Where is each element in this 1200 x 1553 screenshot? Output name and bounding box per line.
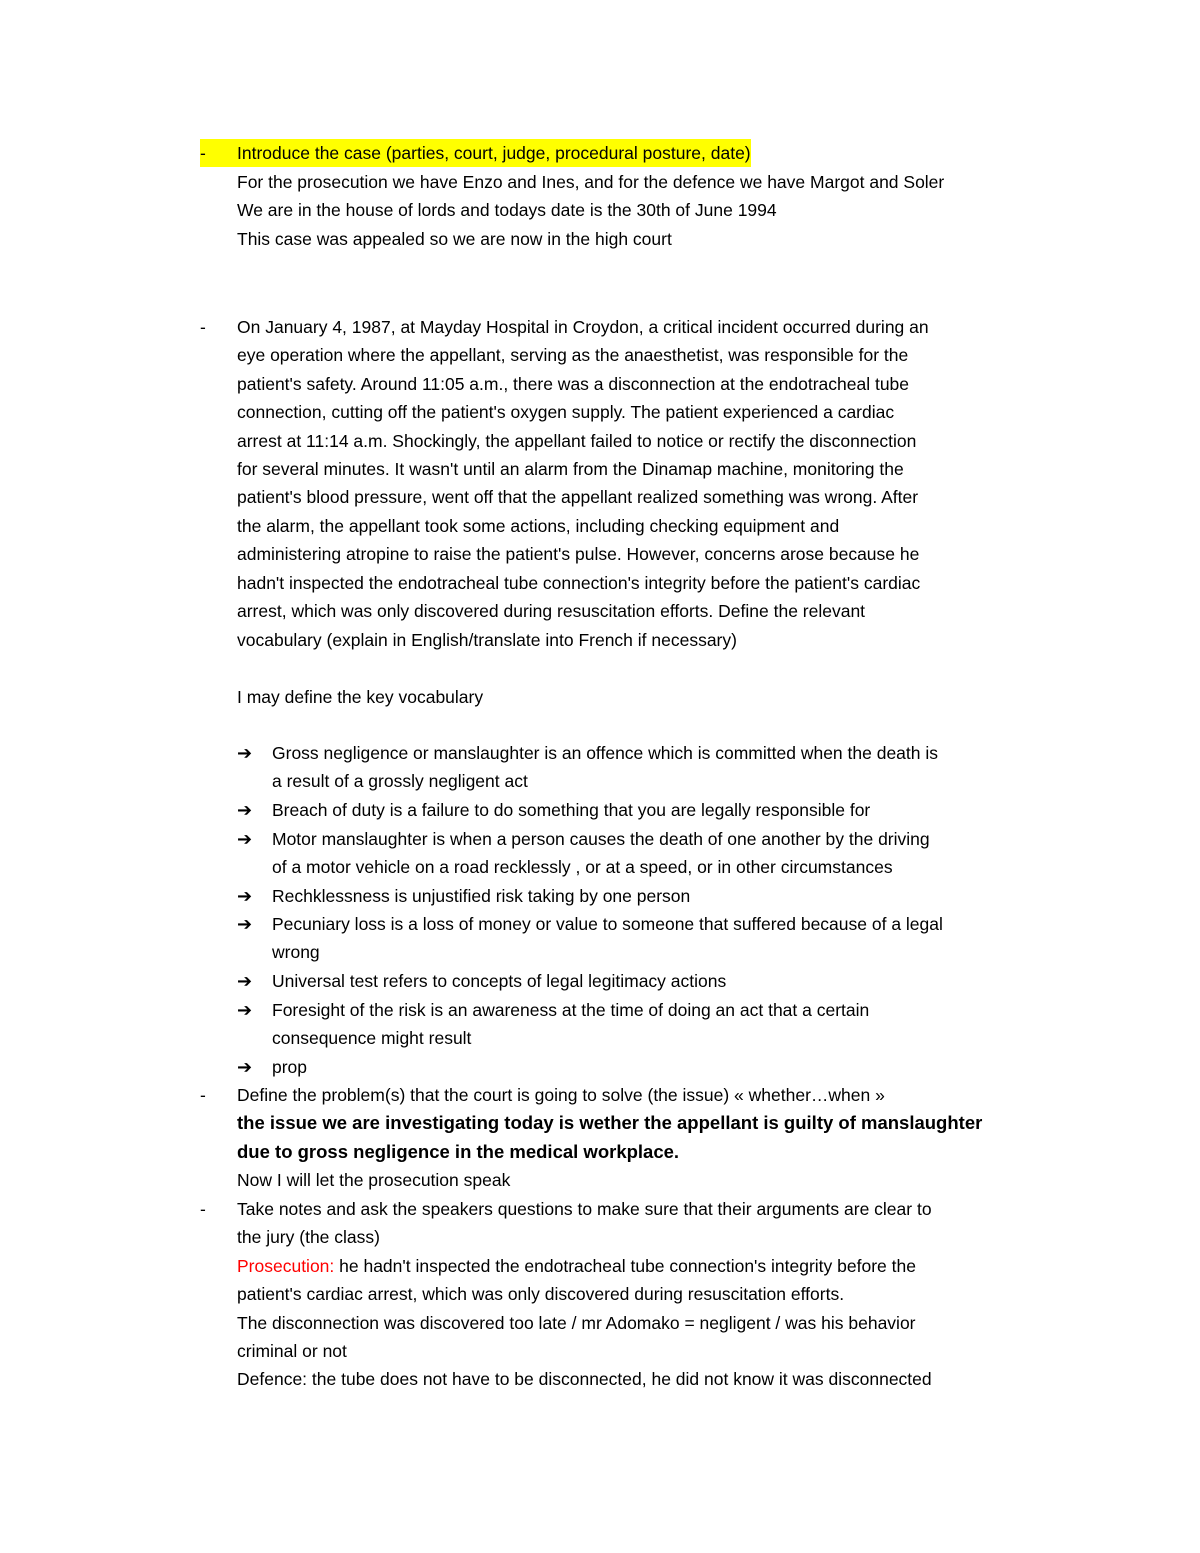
facts-line: eye operation where the appellant, serving as the anaesthetist, was responsible for the <box>237 345 909 365</box>
intro-line: We are in the house of lords and todays date is the 30th of June 1994 <box>237 200 777 220</box>
bullet-dash: - <box>200 317 206 337</box>
vocab-item: Gross negligence or manslaughter is an offence which is committed when the death is <box>272 743 939 763</box>
vocab-item: Universal test refers to concepts of legal legitimacy actions <box>272 971 727 991</box>
issue-statement: the issue we are investigating today is wether the appellant is guilty of manslaughter <box>237 1112 983 1133</box>
prosecution-text: patient's cardiac arrest, which was only discovered during resuscitation efforts. <box>237 1284 845 1304</box>
vocab-item: Foresight of the risk is an awareness at the time of doing an act that a certain <box>272 1000 870 1020</box>
facts-line: arrest, which was only discovered during resuscitation efforts. Define the relevant <box>237 601 866 621</box>
facts-line: On January 4, 1987, at Mayday Hospital in Croydon, a critical incident occurred during an <box>237 317 929 337</box>
vocab-item: a result of a grossly negligent act <box>272 771 528 791</box>
facts-line: arrest at 11:14 a.m. Shockingly, the appellant failed to notice or rectify the disconnection <box>237 431 917 451</box>
facts-line: for several minutes. It wasn't until an alarm from the Dinamap machine, monitoring the <box>237 459 904 479</box>
facts-line: administering atropine to raise the patient's pulse. However, concerns arose because he <box>237 544 920 564</box>
prosecution-label: Prosecution: <box>237 1256 335 1276</box>
defence-line: Defence: the tube does not have to be disconnected, he did not know it was disconnected <box>237 1369 932 1389</box>
arrow-bullet-icon: ➔ <box>237 914 253 934</box>
facts-line: patient's blood pressure, went off that the appellant realized something was wrong. After <box>237 487 919 507</box>
vocab-item: of a motor vehicle on a road recklessly , or at a speed, or in other circumstances <box>272 857 893 877</box>
vocab-item: Pecuniary loss is a loss of money or value to someone that suffered because of a legal <box>272 914 943 934</box>
prosecution-line <box>237 1252 916 1280</box>
arrow-bullet-icon: ➔ <box>237 743 253 763</box>
vocab-item: Rechklessness is unjustified risk taking by one person <box>272 886 691 906</box>
bullet-dash: - <box>200 1199 206 1219</box>
vocab-item: prop <box>272 1057 308 1077</box>
arrow-bullet-icon: ➔ <box>237 886 253 906</box>
issue-heading: Define the problem(s) that the court is going to solve (the issue) « whether…when » <box>237 1085 885 1105</box>
vocab-item: consequence might result <box>272 1028 472 1048</box>
facts-line: vocabulary (explain in English/translate into French if necessary) <box>237 630 737 650</box>
disconnection-line: The disconnection was discovered too late / mr Adomako = negligent / was his behavior <box>237 1313 916 1333</box>
disconnection-line: criminal or not <box>237 1341 347 1361</box>
facts-line: patient's safety. Around 11:05 a.m., there was a disconnection at the endotracheal tube <box>237 374 910 394</box>
facts-line: hadn't inspected the endotracheal tube connection's integrity before the patient's cardiac <box>237 573 921 593</box>
vocab-item: Breach of duty is a failure to do something that you are legally responsible for <box>272 800 871 820</box>
issue-statement: due to gross negligence in the medical workplace. <box>237 1141 680 1162</box>
arrow-bullet-icon: ➔ <box>237 1000 253 1020</box>
vocab-item: Motor manslaughter is when a person causes the death of one another by the driving <box>272 829 930 849</box>
intro-line: For the prosecution we have Enzo and Ines, and for the defence we have Margot and Soler <box>237 172 945 192</box>
vocab-item: wrong <box>272 942 320 962</box>
arrow-bullet-icon: ➔ <box>237 1057 253 1077</box>
bullet-dash: - <box>200 139 237 167</box>
notes-heading: the jury (the class) <box>237 1227 380 1247</box>
intro-line: This case was appealed so we are now in the high court <box>237 229 672 249</box>
facts-line: connection, cutting off the patient's oxygen supply. The patient experienced a cardiac <box>237 402 895 422</box>
arrow-bullet-icon: ➔ <box>237 800 253 820</box>
prosecution-text: he hadn't inspected the endotracheal tube connection's integrity before the <box>334 1256 916 1276</box>
notes-heading: Take notes and ask the speakers questions to make sure that their arguments are clear to <box>237 1199 932 1219</box>
bullet-dash: - <box>200 1085 206 1105</box>
facts-line: the alarm, the appellant took some actions, including checking equipment and <box>237 516 840 536</box>
intro-heading: Introduce the case (parties, court, judge, procedural posture, date) <box>237 139 751 167</box>
vocab-intro: I may define the key vocabulary <box>237 687 484 707</box>
arrow-bullet-icon: ➔ <box>237 829 253 849</box>
issue-after: Now I will let the prosecution speak <box>237 1170 511 1190</box>
arrow-bullet-icon: ➔ <box>237 971 253 991</box>
